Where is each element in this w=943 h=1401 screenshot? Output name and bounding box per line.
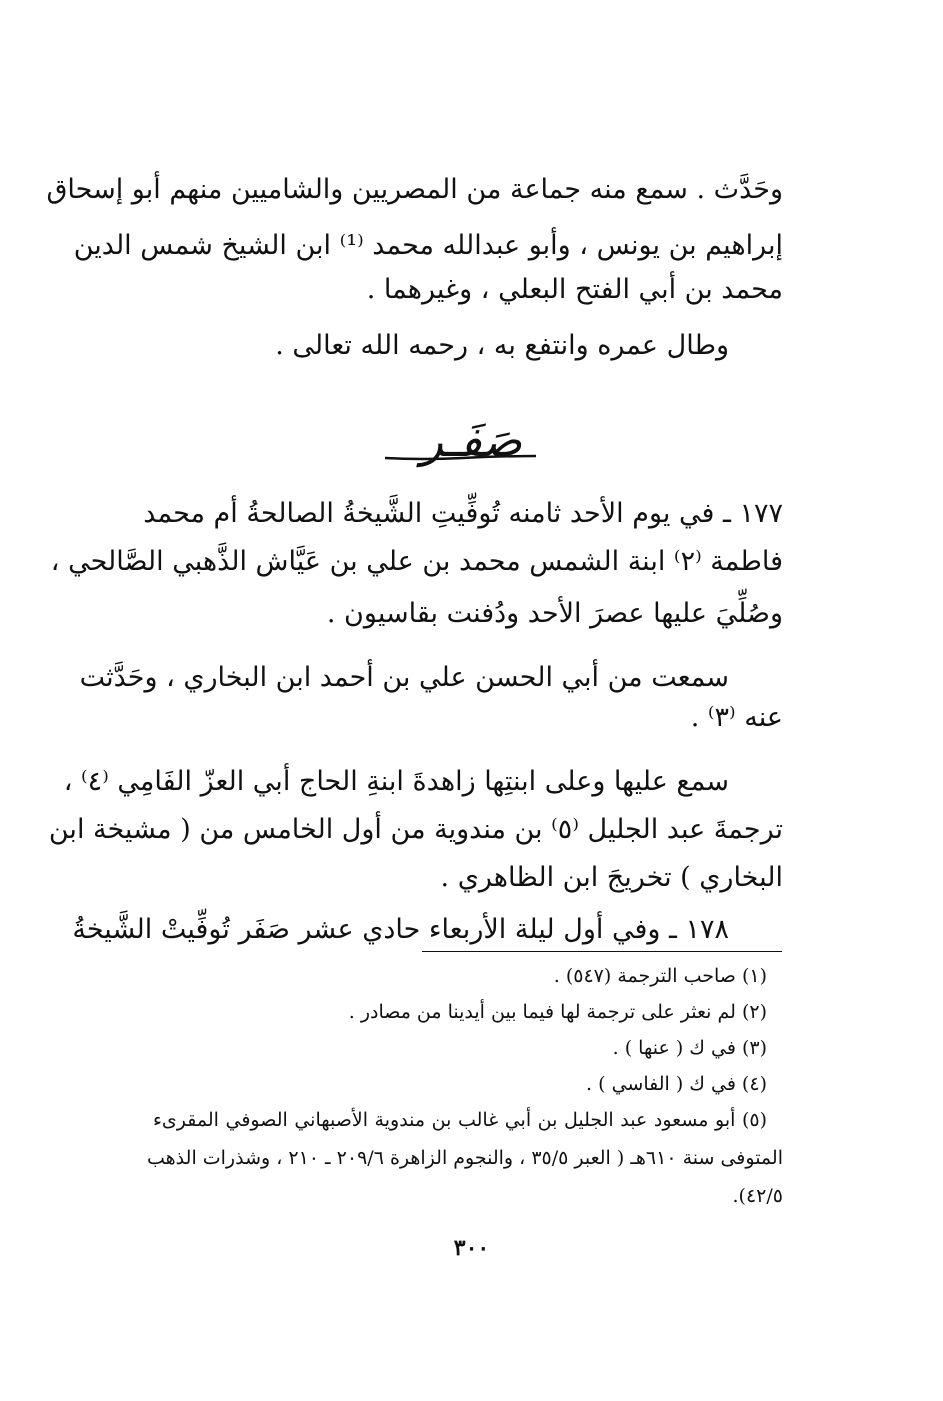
sama-2-line: ترجمةَ عبد الجليل ⁽٥⁾ بن مندوية من أول الخامس من ( مشيخة ابن xyxy=(48,814,783,845)
body-line: إبراهيم بن يونس ، وأبو عبدالله محمد ⁽¹⁾ ابن الشيخ شمس الدين xyxy=(73,230,783,261)
footnote: (٥) أبو مسعود عبد الجليل بن أبي غالب بن مندوية الأصبهاني الصوفي المقرىء xyxy=(153,1109,767,1131)
entry-178-line: ١٧٨ ـ وفي أول ليلة الأربعاء حادي عشر صَفَر تُوفِّيتْ الشَّيخةُ xyxy=(72,914,729,945)
footnote: (٤) في ك ( الفاسي ) . xyxy=(586,1073,767,1095)
footnote: (٣) في ك ( عنها ) . xyxy=(612,1037,767,1059)
sama-2-line: سمع عليها وعلى ابنتِها زاهدةَ ابنةِ الحاج أبي العزّ الفَامِي ⁽٤⁾ ، xyxy=(63,766,729,797)
body-line: محمد بن أبي الفتح البعلي ، وغيرهما . xyxy=(366,274,783,305)
footnote: (١) صاحب الترجمة (٥٤٧) . xyxy=(553,965,767,987)
body-line: وحَدَّث . سمع منه جماعة من المصريين والشاميين منهم أبو إسحاق xyxy=(46,174,783,205)
entry-177-line: فاطمة ⁽٢⁾ ابنة الشمس محمد بن علي بن عَيَّاش الذَّهبي الصَّالحي ، xyxy=(50,546,783,577)
entry-177-line: ١٧٧ ـ في يوم الأحد ثامنه تُوفِّيتِ الشَّيخةُ الصالحةُ أم محمد xyxy=(143,498,783,529)
body-paragraph: وطال عمره وانتفع به ، رحمه الله تعالى . xyxy=(275,330,729,361)
footnote: المتوفى سنة ٦١٠هـ ( العبر ٣٥/٥ ، والنجوم الزاهرة ٢٠٩/٦ ـ ٢١٠ ، وشذرات الذهب xyxy=(147,1147,783,1169)
sama-line: سمعت من أبي الحسن علي بن أحمد ابن البخاري ، وحَدَّثت xyxy=(79,662,729,693)
sama-line: عنه ⁽٣⁾ . xyxy=(690,702,783,733)
page-number: ٣٠٠ xyxy=(453,1235,490,1261)
section-heading: صَفَـر xyxy=(420,413,523,467)
footnote: ٤٢/٥). xyxy=(732,1185,783,1207)
entry-177-line: وصُلِّيَ عليها عصرَ الأحد ودُفنت بقاسيون . xyxy=(326,598,783,629)
footnote-separator xyxy=(422,951,782,952)
heading-flourish xyxy=(383,450,538,462)
sama-2-line: البخاري ) تخريجَ ابن الظاهري . xyxy=(440,862,783,893)
footnote: (٢) لم نعثر على ترجمة لها فيما بين أيدينا من مصادر . xyxy=(348,1001,767,1023)
